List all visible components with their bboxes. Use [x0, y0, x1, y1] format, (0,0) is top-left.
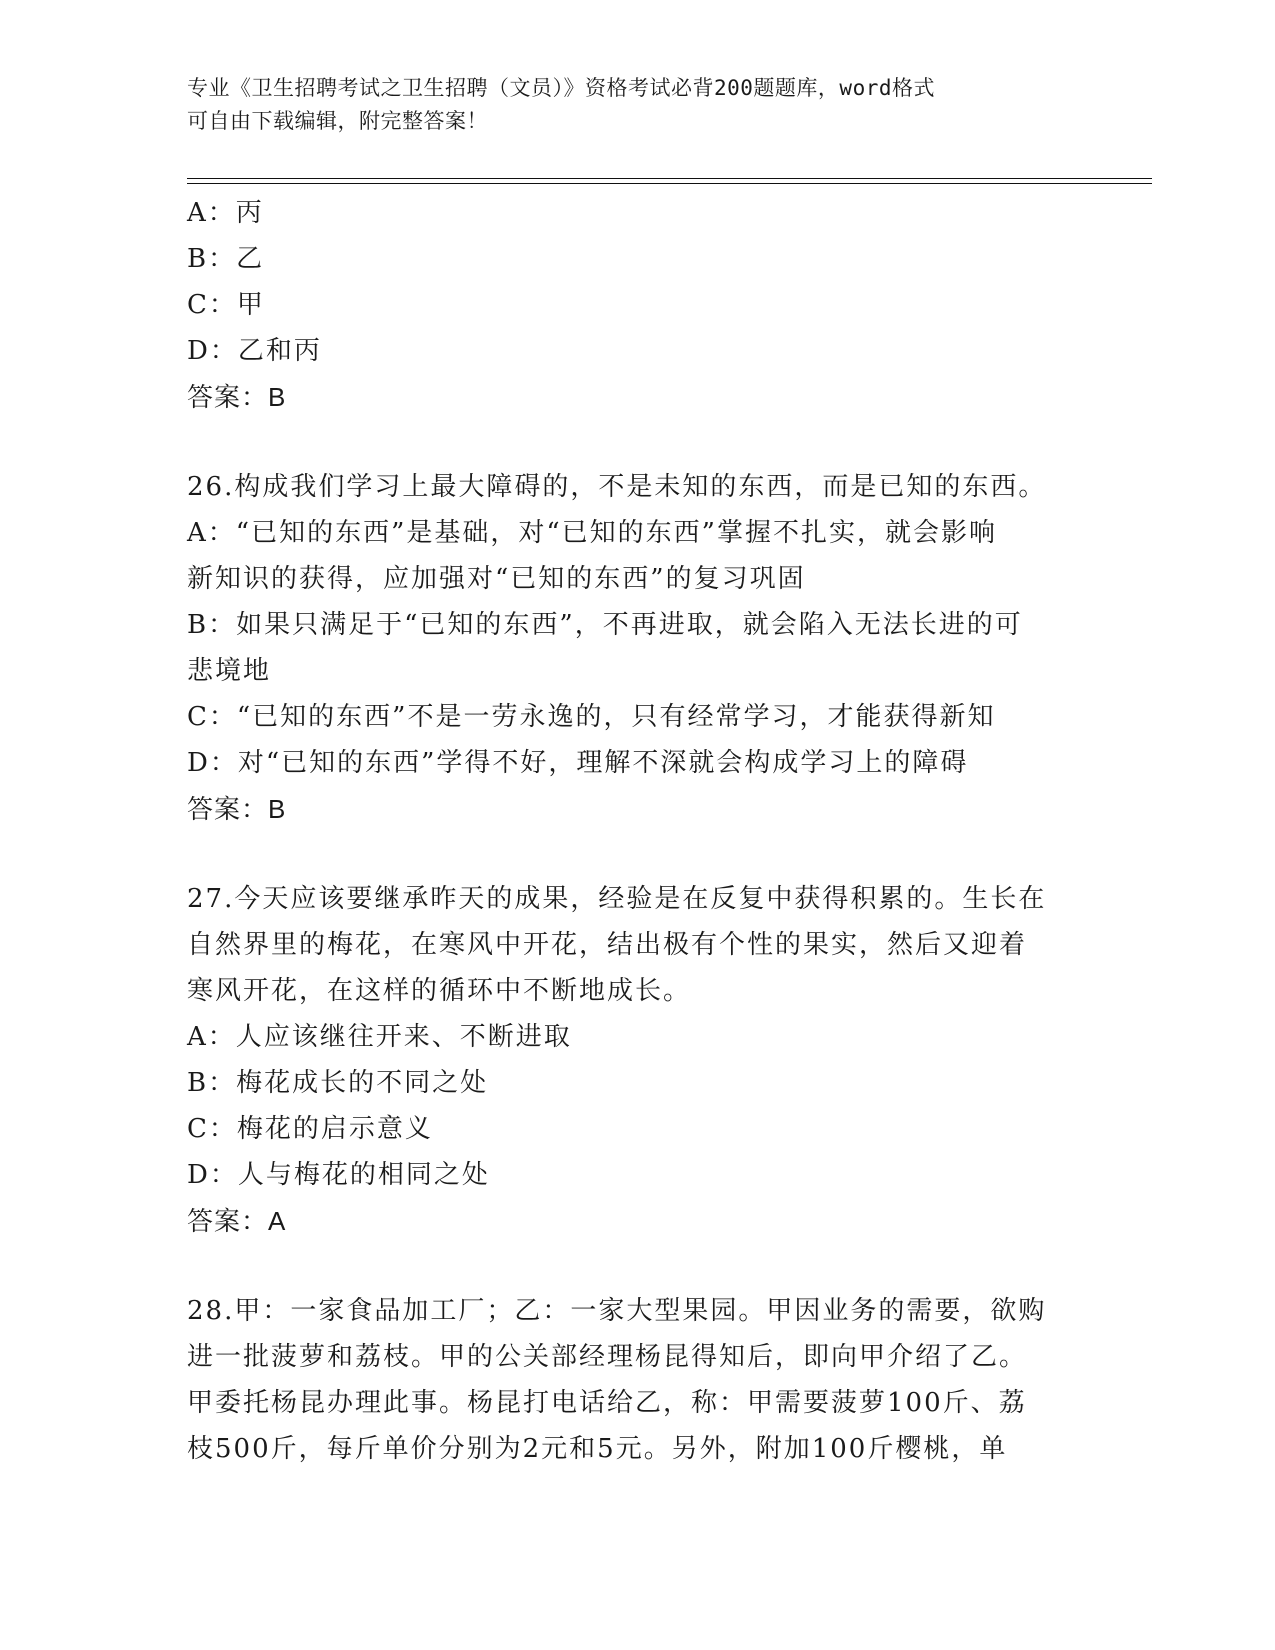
document-body: [187, 190, 1087, 1472]
header-line-1: 专业《卫生招聘考试之卫生招聘（文员）》资格考试必背200题题库，word格式: [187, 76, 935, 100]
option-a: A：丙: [187, 198, 264, 228]
page-header: [187, 72, 1087, 138]
question-25: [187, 190, 1087, 420]
option-b: B：乙: [187, 244, 265, 274]
option-a: A：人应该继往开来、不断进取: [187, 1022, 572, 1052]
question-stem: 26.构成我们学习上最大障碍的，不是未知的东西，而是已知的东西。: [187, 472, 1047, 502]
question-26: [187, 464, 1087, 832]
header-rule-bottom: [187, 183, 1152, 184]
option-c: C：梅花的启示意义: [187, 1114, 433, 1144]
option-d: D：人与梅花的相同之处: [187, 1160, 490, 1190]
option-b: B：如果只满足于“已知的东西”，不再进取，就会陷入无法长进的可: [187, 610, 1023, 640]
header-line-2: 可自由下载编辑，附完整答案！: [187, 109, 488, 133]
option-b-continued: 悲境地: [187, 656, 272, 686]
option-d: D：对“已知的东西”学得不好，理解不深就会构成学习上的障碍: [187, 748, 969, 778]
option-a-continued: 新知识的获得，应加强对“已知的东西”的复习巩固: [187, 564, 806, 594]
question-stem-continued: 自然界里的梅花，在寒风中开花，结出极有个性的果实，然后又迎着: [187, 930, 1028, 960]
question-28: [187, 1288, 1087, 1472]
header-rule-top: [187, 178, 1152, 179]
option-a: A：“已知的东西”是基础，对“已知的东西”掌握不扎实，就会影响: [187, 518, 997, 548]
option-c: C：甲: [187, 290, 265, 320]
answer: 答案：B: [187, 382, 287, 412]
question-stem-continued: 甲委托杨昆办理此事。杨昆打电话给乙，称：甲需要菠萝100斤、荔: [187, 1388, 1027, 1418]
option-c: C：“已知的东西”不是一劳永逸的，只有经常学习，才能获得新知: [187, 702, 996, 732]
option-d: D：乙和丙: [187, 336, 322, 366]
question-stem-continued: 进一批菠萝和荔枝。甲的公关部经理杨昆得知后，即向甲介绍了乙。: [187, 1342, 1028, 1372]
option-b: B：梅花成长的不同之处: [187, 1068, 489, 1098]
question-27: [187, 876, 1087, 1244]
question-stem: 27.今天应该要继承昨天的成果，经验是在反复中获得积累的。生长在: [187, 884, 1047, 914]
question-stem-continued: 寒风开花，在这样的循环中不断地成长。: [187, 976, 692, 1006]
question-stem-continued: 枝500斤，每斤单价分别为2元和5元。另外，附加100斤樱桃，单: [187, 1434, 1008, 1464]
answer: 答案：A: [187, 1206, 287, 1236]
answer: 答案：B: [187, 794, 287, 824]
question-stem: 28.甲：一家食品加工厂；乙：一家大型果园。甲因业务的需要，欲购: [187, 1296, 1047, 1326]
